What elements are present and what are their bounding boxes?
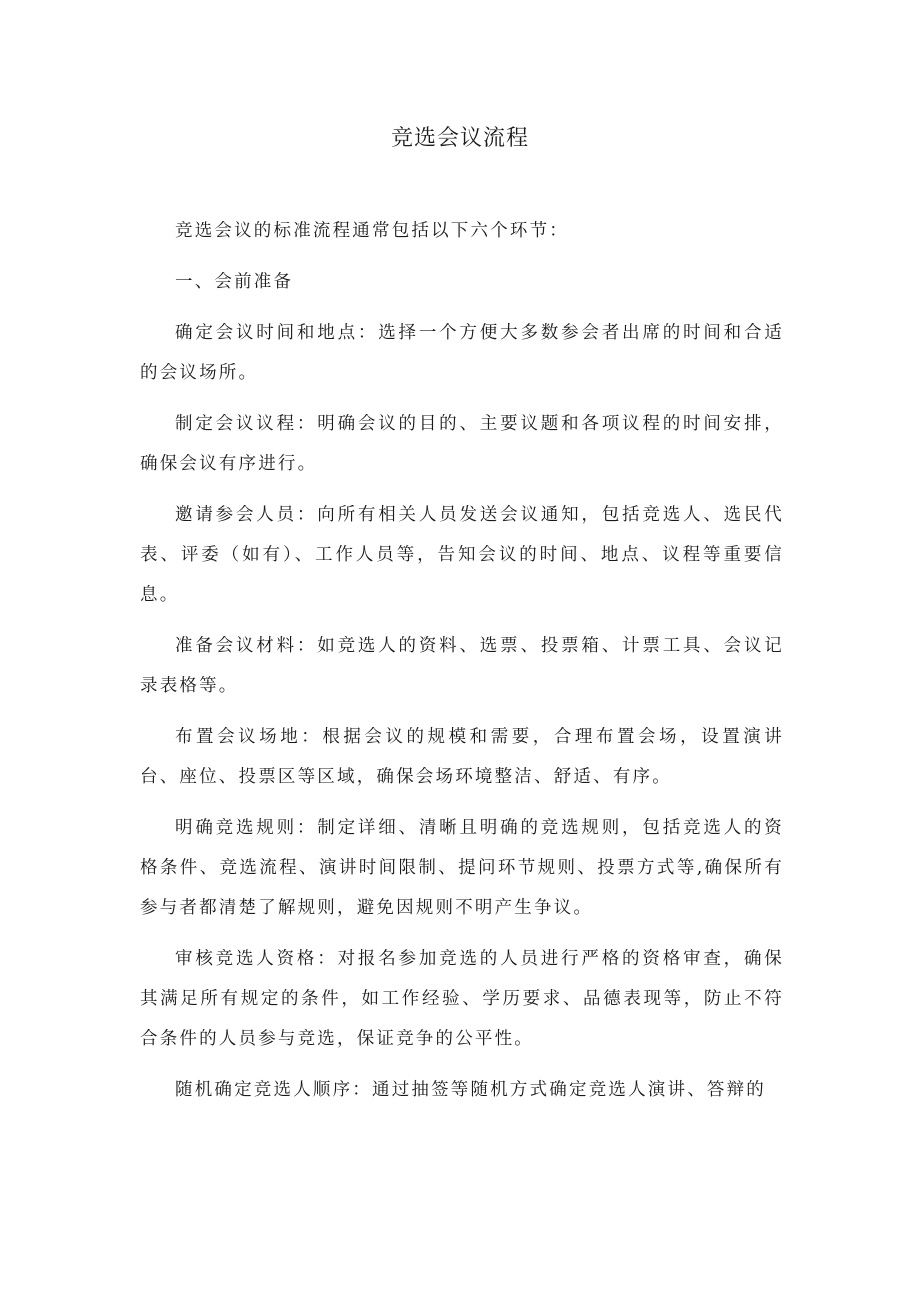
- paragraph-time-location: 确定会议时间和地点：选择一个方便大多数参会者出席的时间和合适的会议场所。: [140, 323, 784, 383]
- paragraph-agenda: 制定会议议程：明确会议的目的、主要议题和各项议程的时间安排，确保会议有序进行。: [140, 414, 784, 474]
- intro-paragraph: 竞选会议的标准流程通常包括以下六个环节：: [175, 221, 569, 241]
- section-heading-pre-meeting: 一、会前准备: [175, 272, 294, 292]
- paragraph-order: 随机确定竞选人顺序：通过抽签等随机方式确定竞选人演讲、答辩的: [175, 1080, 766, 1100]
- paragraph-invite: 邀请参会人员：向所有相关人员发送会议通知，包括竞选人、选民代表、评委（如有）、工作人员等，告知会议的时间、地点、议程等重要信息。: [140, 505, 784, 605]
- paragraph-rules: 明确竞选规则：制定详细、清晰且明确的竞选规则，包括竞选人的资格条件、竞选流程、演讲时间限制、提问环节规则、投票方式等,确保所有参与者都清楚了解规则，避免因规则不明产生争议。: [140, 818, 784, 918]
- paragraph-venue: 布置会议场地：根据会议的规模和需要，合理布置会场，设置演讲台、座位、投票区等区域，确保会场环境整洁、舒适、有序。: [140, 727, 784, 787]
- paragraph-qualification: 审核竞选人资格：对报名参加竞选的人员进行严格的资格审查，确保其满足所有规定的条件，如工作经验、学历要求、品德表现等，防止不符合条件的人员参与竞选，保证竞争的公平性。: [140, 949, 784, 1049]
- paragraph-materials: 准备会议材料：如竞选人的资料、选票、投票箱、计票工具、会议记录表格等。: [140, 636, 784, 696]
- document-body: [140, 211, 784, 1121]
- document-title: 竞选会议流程: [390, 126, 529, 151]
